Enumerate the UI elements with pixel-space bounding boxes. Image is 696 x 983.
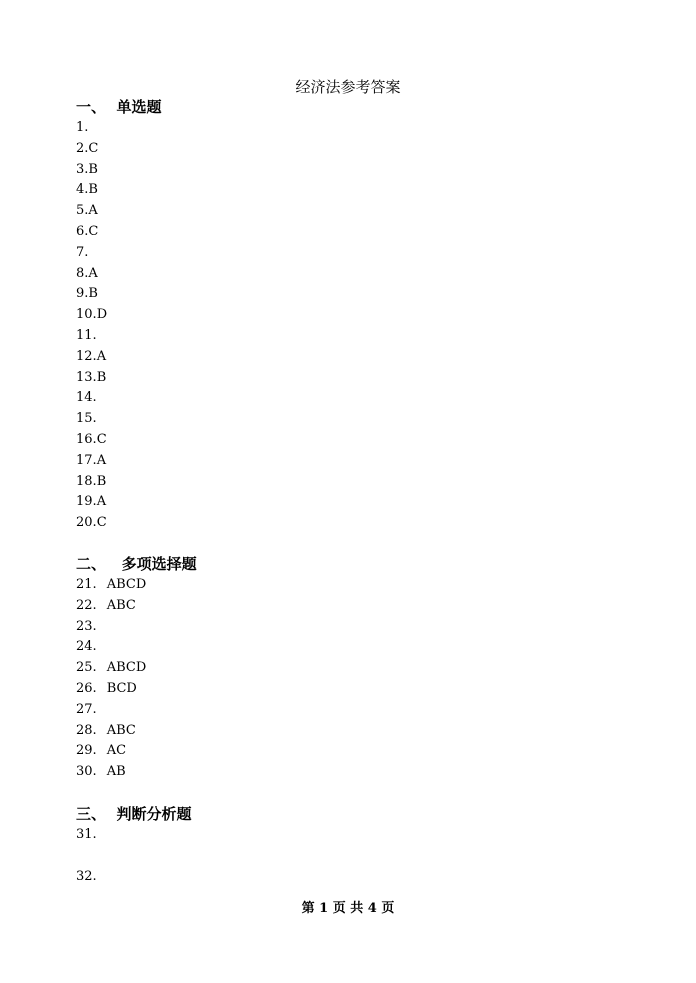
item-answer: ABCD bbox=[106, 660, 147, 676]
item-number: 26. bbox=[76, 680, 97, 696]
answer-item bbox=[76, 139, 107, 160]
item-number: 24. bbox=[76, 639, 97, 655]
item-number: 29. bbox=[76, 743, 97, 759]
item-number: 9. bbox=[76, 286, 89, 302]
answer-item bbox=[76, 658, 146, 679]
answer-item bbox=[76, 575, 146, 596]
answer-item bbox=[76, 430, 107, 451]
item-answer: A bbox=[88, 203, 98, 219]
answer-item bbox=[76, 388, 107, 409]
item-number: 22. bbox=[76, 597, 97, 613]
item-number: 17. bbox=[76, 452, 97, 468]
item-number: 27. bbox=[76, 701, 97, 717]
answer-item bbox=[76, 180, 107, 201]
item-number: 4. bbox=[76, 182, 89, 198]
answer-item bbox=[76, 160, 107, 181]
answer-list-single-choice bbox=[76, 118, 107, 534]
item-answer: B bbox=[88, 286, 98, 302]
judgment-item bbox=[76, 825, 97, 846]
answer-item bbox=[76, 513, 107, 534]
item-answer: A bbox=[96, 348, 107, 364]
page-footer: 第 1 页 共 4 页 bbox=[301, 901, 395, 916]
item-number: 23. bbox=[76, 618, 97, 634]
answer-item bbox=[76, 472, 107, 493]
answer-item bbox=[76, 596, 146, 617]
answer-item bbox=[76, 264, 107, 285]
answer-item bbox=[76, 451, 107, 472]
item-number: 7. bbox=[76, 244, 89, 260]
section-heading-multiple-choice: 二、 多项选择题 bbox=[76, 555, 197, 573]
item-number: 12. bbox=[76, 348, 97, 364]
item-answer: D bbox=[96, 307, 108, 323]
item-answer: ABC bbox=[106, 722, 136, 738]
item-answer: B bbox=[88, 182, 98, 198]
item-answer: A bbox=[96, 494, 107, 510]
document-title: 经济法参考答案 bbox=[295, 78, 401, 96]
item-answer: B bbox=[96, 369, 107, 385]
item-answer: C bbox=[88, 223, 99, 239]
answer-item bbox=[76, 762, 146, 783]
answer-item bbox=[76, 326, 107, 347]
answer-item bbox=[76, 741, 146, 762]
item-number: 1. bbox=[76, 120, 89, 135]
answer-item bbox=[76, 284, 107, 305]
item-answer: C bbox=[96, 431, 107, 447]
judgment-item bbox=[76, 867, 97, 888]
item-number: 13. bbox=[76, 369, 97, 385]
item-answer: C bbox=[96, 515, 107, 531]
item-answer: BCD bbox=[106, 680, 137, 696]
answer-list-multiple-choice bbox=[76, 575, 146, 783]
item-number: 31. bbox=[76, 827, 97, 842]
answer-item bbox=[76, 201, 107, 222]
item-number: 32. bbox=[76, 869, 97, 884]
item-answer: B bbox=[96, 473, 107, 489]
answer-item bbox=[76, 222, 107, 243]
item-number: 10. bbox=[76, 307, 97, 323]
item-answer: A bbox=[96, 452, 107, 468]
answer-item bbox=[76, 617, 146, 638]
item-number: 16. bbox=[76, 431, 97, 447]
item-number: 20. bbox=[76, 515, 97, 531]
item-answer: AC bbox=[106, 743, 127, 759]
item-answer: C bbox=[88, 140, 99, 156]
answer-item bbox=[76, 492, 107, 513]
item-answer: AB bbox=[106, 764, 126, 780]
item-answer: A bbox=[88, 265, 98, 281]
item-number: 18. bbox=[76, 473, 97, 489]
answer-item bbox=[76, 409, 107, 430]
item-answer: B bbox=[88, 161, 98, 177]
item-number: 2. bbox=[76, 140, 89, 156]
item-number: 25. bbox=[76, 660, 97, 676]
section-heading-judgment-analysis: 三、 判断分析题 bbox=[76, 805, 192, 823]
answer-item bbox=[76, 368, 107, 389]
answer-item bbox=[76, 700, 146, 721]
answer-item bbox=[76, 305, 107, 326]
item-number: 8. bbox=[76, 265, 89, 281]
item-number: 11. bbox=[76, 327, 97, 343]
item-number: 5. bbox=[76, 203, 89, 219]
item-number: 6. bbox=[76, 223, 89, 239]
answer-item bbox=[76, 243, 107, 264]
answer-item bbox=[76, 637, 146, 658]
answer-item bbox=[76, 347, 107, 368]
answer-item bbox=[76, 118, 107, 139]
answer-item bbox=[76, 679, 146, 700]
item-number: 28. bbox=[76, 722, 97, 738]
item-number: 30. bbox=[76, 764, 97, 780]
section-heading-single-choice: 一、 单选题 bbox=[76, 98, 162, 116]
item-number: 21. bbox=[76, 577, 97, 592]
item-number: 14. bbox=[76, 390, 97, 406]
item-number: 15. bbox=[76, 411, 97, 427]
answer-item bbox=[76, 721, 146, 742]
item-number: 19. bbox=[76, 494, 97, 510]
item-number: 3. bbox=[76, 161, 89, 177]
item-answer: ABC bbox=[106, 597, 136, 613]
item-answer: ABCD bbox=[106, 577, 147, 592]
